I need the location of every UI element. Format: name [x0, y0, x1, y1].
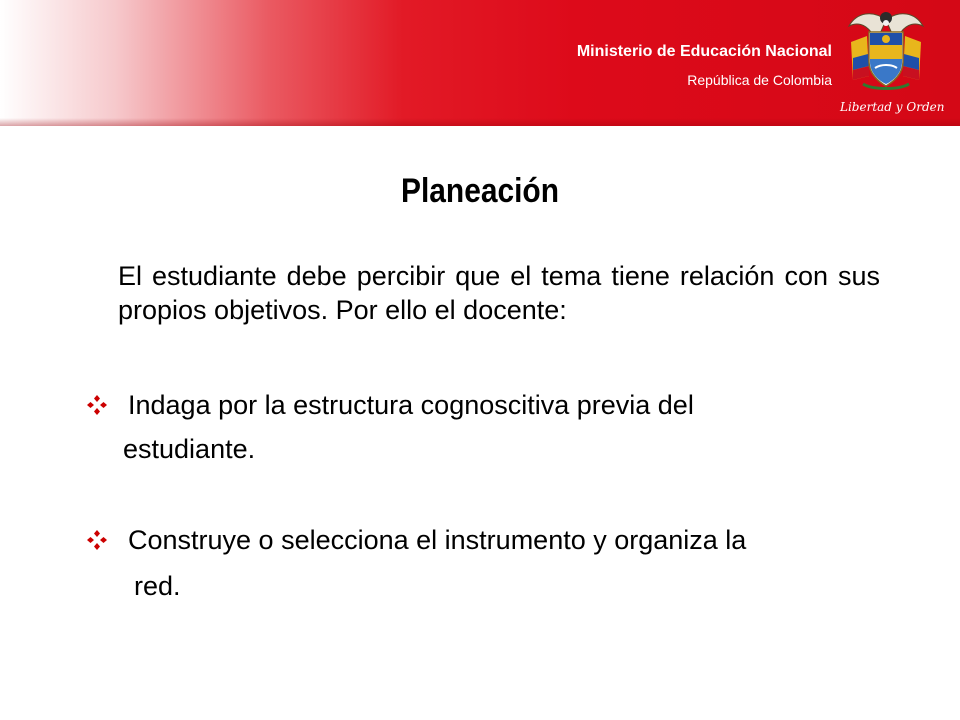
bullet-text-line: Indaga por la estructura cognoscitiva previa del — [128, 390, 694, 420]
bullet-text-continuation: red. — [134, 571, 181, 601]
header-banner — [0, 0, 960, 126]
republic-name: República de Colombia — [687, 72, 832, 88]
four-diamond-bullet-icon — [86, 394, 108, 416]
four-diamond-bullet-icon — [86, 529, 108, 551]
intro-paragraph: El estudiante debe percibir que el tema tiene relación con sus propios objetivos. Por ello el docente: — [118, 261, 880, 325]
motto-text: Libertad y Orden — [840, 100, 945, 114]
bullet-text-continuation: estudiante. — [123, 434, 256, 464]
header-shadow — [0, 118, 960, 126]
bullet-text-line: Construye o selecciona el instrumento y organiza la — [128, 525, 747, 555]
ministry-name: Ministerio de Educación Nacional — [576, 43, 832, 60]
slide-title: Planeación — [401, 172, 559, 210]
coat-of-arms-icon — [845, 6, 927, 92]
